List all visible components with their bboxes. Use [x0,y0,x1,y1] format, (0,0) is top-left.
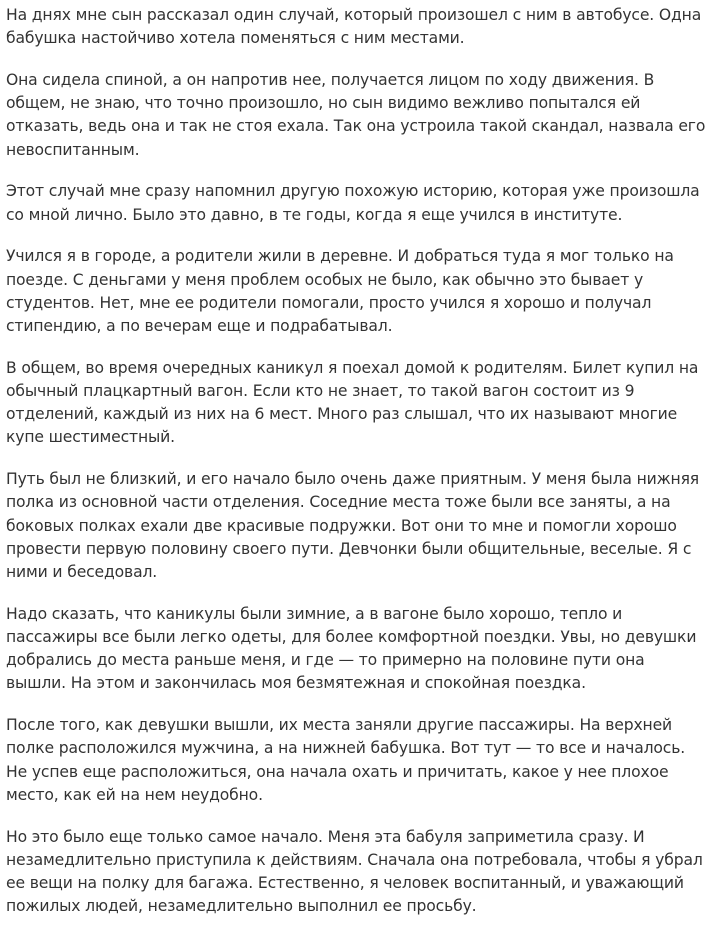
paragraph-8: После того, как девушки вышли, их места заняли другие пассажиры. На верхней полке расположился мужчина, а на нижней бабушка. Вот тут — то все и началось. Не успев еще расположиться, она начала охать и причитать, какое у нее плохое место, как ей на нем неудобно. [6,716,686,804]
paragraph-9: Но это было еще только самое начало. Меня эта бабуля заприметила сразу. И незамедлительно приступила к действиям. Сначала она потребовала, чтобы я убрал ее вещи на полку для багажа. Естественно, я человек воспитанный, и уважающий пожилых людей, незамедлительно выполнил ее просьбу. [6,827,703,916]
paragraph-4: Учился я в городе, а родители жили в деревне. И добраться туда я мог только на поезде. С деньгами у меня проблем особых не было, как обычно это бывает у студентов. Нет, мне ее родители помогали, просто учился я хорошо и получал стипендию, а по вечерам еще и подрабатывал. [6,247,674,336]
paragraph-6: Путь был не близкий, и его начало было очень даже приятным. У меня была нижняя полка из основной части отделения. Соседние места тоже были все заняты, а на боковых полках ехали две красивые подружки. Вот они то мне и помогли хорошо провести первую половину своего пути. Девчонки были общительные, веселые. Я с ними и беседовал. [6,470,700,582]
paragraph-5: В общем, во время очередных каникул я поехал домой к родителям. Билет купил на обычный плацкартный вагон. Если кто не знает, то такой вагон состоит из 9 отделений, каждый из них на 6 мест. Много раз слышал, что их называют многие купе шестиместный. [6,358,699,447]
paragraph-2: Она сидела спиной, а он напротив нее, получается лицом по ходу движения. В общем, не знаю, что точно произошло, но сын видимо вежливо попытался ей отказать, ведь она и так не стоя ехала. Так она устроила такой скандал, назвала его невоспитанным. [6,71,706,159]
paragraph-1: На днях мне сын рассказал один случай, который произошел с ним в автобусе. Одна бабушка настойчиво хотела поменяться с ним местами. [6,6,702,48]
article-body [6,0,708,937]
paragraph-7: Надо сказать, что каникулы были зимние, а в вагоне было хорошо, тепло и пассажиры все были легко одеты, для более комфортной поездки. Увы, но девушки добрались до места раньше меня, и где — то примерно на половине пути она вышли. На этом и закончилась моя безмятежная и спокойная поездка. [6,604,697,693]
paragraph-3: Этот случай мне сразу напомнил другую похожую историю, которая уже произошла со мной лично. Было это давно, в те годы, когда я еще учился в институте. [6,182,700,224]
